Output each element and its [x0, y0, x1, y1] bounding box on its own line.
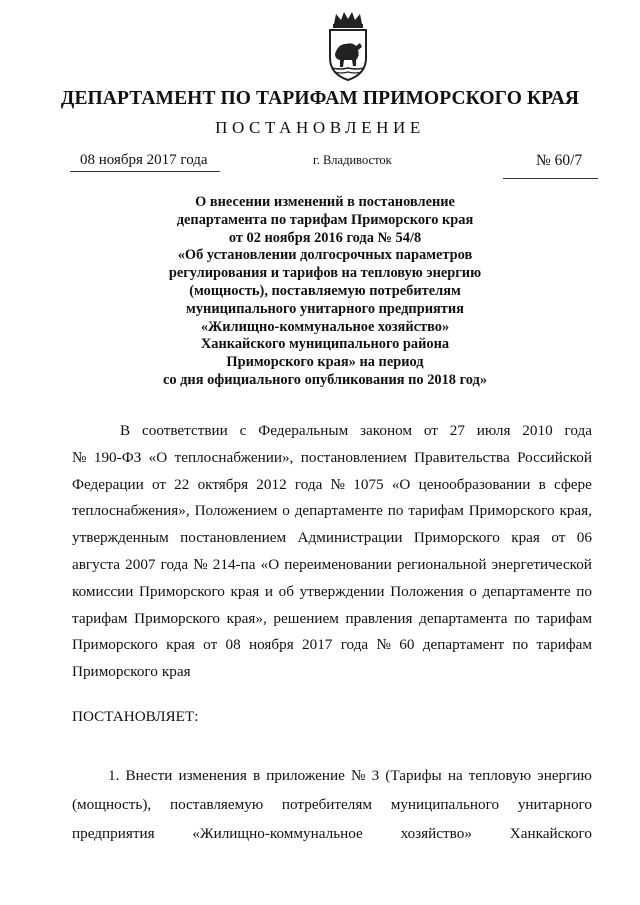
text-line: [72, 498, 592, 525]
word: о: [282, 502, 290, 520]
word: «О: [260, 555, 280, 573]
word: теплоснабжении»,: [174, 448, 294, 466]
word: с: [239, 422, 247, 439]
word: года: [564, 422, 592, 439]
word: 3: [371, 767, 380, 784]
word: года: [160, 555, 189, 573]
word: Правительства: [414, 448, 510, 466]
text-line: [72, 819, 592, 848]
word: ценообразовании: [418, 475, 531, 493]
word: 60: [399, 636, 415, 654]
text-line: [72, 579, 592, 606]
item-1-paragraph: [72, 761, 592, 848]
word: 1.: [108, 767, 120, 784]
word: от: [151, 475, 166, 493]
text-line: [72, 761, 592, 790]
word: Приморского: [413, 529, 500, 547]
word: законом: [360, 422, 413, 439]
word: Федеральным: [258, 422, 349, 439]
word: (мощность),: [72, 796, 152, 813]
word: по: [514, 609, 530, 627]
word: №: [193, 555, 208, 573]
text-line: [72, 418, 592, 445]
word: хозяйство»: [400, 825, 472, 842]
word: департамента: [419, 609, 508, 627]
word: муниципального: [390, 796, 500, 813]
word: края: [166, 636, 195, 654]
word: 1075: [353, 475, 384, 493]
word: от: [551, 529, 566, 547]
word: утверждении: [299, 582, 385, 600]
word: края,: [559, 502, 592, 520]
word: 08: [225, 636, 241, 654]
department-title: ДЕПАРТАМЕНТ ПО ТАРИФАМ ПРИМОРСКОГО КРАЯ: [60, 88, 580, 109]
word: правления: [345, 609, 413, 627]
word: (Тарифы: [385, 767, 442, 784]
word: Приморского: [468, 502, 555, 520]
word: 2017: [302, 636, 333, 654]
word: переименовании: [284, 555, 392, 573]
word: августа: [72, 555, 121, 573]
word: июля: [476, 422, 511, 439]
word: теплоснабжения»,: [72, 502, 190, 520]
heading-line: регулирования и тарифов на тепловую энергию: [168, 265, 482, 282]
word: изменения: [178, 767, 247, 784]
word: «О: [391, 475, 411, 493]
word: ноября: [248, 636, 294, 654]
word: 2012: [256, 475, 287, 493]
document-number: № 60/7: [536, 152, 583, 169]
word: «О: [148, 448, 168, 466]
heading-line: (мощность), поставляемую потребителям: [189, 282, 461, 299]
text-line: [72, 472, 592, 499]
word: 2010: [522, 422, 553, 439]
word: В: [120, 422, 131, 439]
word: №: [376, 636, 391, 654]
heading-line: Приморского края» на период: [226, 354, 424, 371]
word: Приморского: [139, 582, 225, 600]
word: тарифам: [408, 502, 464, 520]
text-line: [72, 659, 592, 686]
word: департаменте: [294, 502, 383, 520]
word: на: [447, 767, 463, 784]
word: и: [264, 582, 273, 600]
word: Положением: [194, 502, 278, 520]
word: Положения: [390, 582, 464, 600]
word: утвержденным: [72, 529, 169, 547]
word: по: [512, 636, 529, 654]
heading-line: от 02 ноября 2016 года № 54/8: [228, 229, 422, 246]
word: от: [423, 422, 438, 439]
word: края: [511, 529, 540, 547]
word: по: [387, 502, 404, 520]
coat-of-arms-icon: [322, 10, 374, 82]
word: потребителям: [281, 796, 372, 813]
word: 2007: [125, 555, 156, 573]
word: октября: [197, 475, 249, 493]
word: 22: [174, 475, 190, 493]
heading-line: муниципального унитарного предприятия: [186, 300, 464, 317]
word: года: [294, 475, 323, 493]
resolve-word: ПОСТАНОВЛЯЕТ:: [72, 708, 199, 725]
word: постановлением: [300, 448, 407, 466]
word: тарифам: [536, 636, 592, 654]
word: в: [252, 767, 261, 784]
word: департамент: [422, 636, 505, 654]
word: края: [230, 582, 260, 600]
word: №: [330, 475, 346, 493]
heading-line: со дня официального опубликования по 2018 год»: [162, 371, 488, 388]
word: Приморского: [72, 636, 158, 654]
word: о: [469, 582, 477, 600]
word: в: [538, 475, 546, 493]
word: года: [340, 636, 369, 654]
word: соответствии: [141, 422, 228, 439]
word: Приморского: [72, 663, 158, 681]
word: департаменте: [482, 582, 571, 600]
heading-line: департамента по тарифам Приморского края: [176, 211, 474, 228]
text-line: [72, 445, 592, 472]
word: «Жилищно-коммунальное: [192, 825, 363, 842]
document-date: 08 ноября 2017 года: [80, 152, 208, 168]
text-line: [72, 525, 592, 552]
word: тепловую: [468, 767, 532, 784]
heading-line: Ханкайского муниципального района: [200, 336, 450, 353]
word: Ханкайского: [509, 825, 592, 842]
word: региональной: [396, 555, 487, 573]
word: комиссии: [72, 582, 134, 600]
text-line: [72, 606, 592, 633]
document-type: ПОСТАНОВЛЕНИЕ: [215, 118, 425, 137]
heading-line: «Об установлении долгосрочных параметров: [177, 247, 473, 264]
word: поставляемую: [169, 796, 264, 813]
word: постановлением: [180, 529, 287, 547]
date-underline: [70, 171, 220, 172]
word: края: [161, 663, 191, 681]
text-line: [72, 790, 592, 819]
word: приложение: [266, 767, 345, 784]
word: по: [576, 582, 592, 600]
word: 27: [449, 422, 465, 439]
text-line: [72, 632, 592, 659]
document-city: г. Владивосток: [313, 153, 392, 167]
document-heading: [130, 194, 520, 390]
heading-line: О внесении изменений в постановление: [195, 194, 455, 210]
text-line: [72, 552, 592, 579]
word: Внести: [125, 767, 173, 784]
word: тарифам: [72, 609, 128, 627]
word: от: [203, 636, 218, 654]
word: 214-па: [212, 555, 256, 573]
word: №: [350, 767, 366, 784]
word: №: [72, 448, 87, 466]
word: об: [278, 582, 294, 600]
word: 190-ФЗ: [93, 448, 142, 466]
word: унитарного: [517, 796, 592, 813]
word: предприятия: [72, 825, 155, 842]
word: сфере: [554, 475, 592, 493]
word: Приморского: [134, 609, 221, 627]
word: Российской: [517, 448, 592, 466]
word: края»,: [226, 609, 267, 627]
word: энергию: [537, 767, 592, 784]
word: тарифам: [536, 609, 592, 627]
heading-line: «Жилищно-коммунальное хозяйство»: [200, 318, 450, 335]
word: энергетической: [491, 555, 592, 573]
word: Федерации: [72, 475, 144, 493]
preamble-paragraph: [72, 418, 592, 686]
word: Администрации: [297, 529, 403, 547]
number-underline: [503, 178, 598, 179]
word: решением: [273, 609, 339, 627]
word: 06: [576, 529, 592, 547]
